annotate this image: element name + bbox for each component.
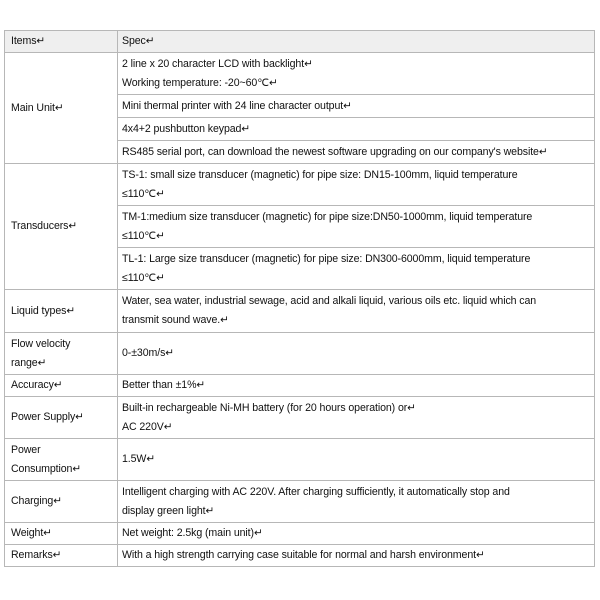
table-row bbox=[5, 164, 595, 206]
spec-line: 2 line x 20 character LCD with backlight↵ bbox=[122, 57, 313, 70]
spec-cell bbox=[118, 523, 595, 545]
table-row bbox=[5, 333, 595, 375]
spec-line: Net weight: 2.5kg (main unit)↵ bbox=[122, 527, 263, 539]
spec-cell bbox=[118, 439, 595, 481]
spec-cell bbox=[118, 290, 595, 333]
row-label-transducers: Transducers↵ bbox=[5, 164, 118, 290]
row-label-liquid-types: Liquid types↵ bbox=[5, 290, 118, 333]
spec-line: display green light↵ bbox=[122, 504, 215, 517]
header-spec: Spec↵ bbox=[118, 31, 595, 53]
spec-cell bbox=[118, 95, 595, 118]
spec-cell bbox=[118, 545, 595, 567]
spec-line: Better than ±1%↵ bbox=[122, 379, 206, 391]
row-label-charging: Charging↵ bbox=[5, 481, 118, 523]
spec-line: transmit sound wave.↵ bbox=[122, 314, 229, 326]
spec-line: ≤110℃↵ bbox=[122, 187, 165, 200]
spec-line: With a high strength carrying case suitable for normal and harsh environment↵ bbox=[122, 549, 485, 561]
spec-line: Built-in rechargeable Ni-MH battery (for 20 hours operation) or↵ bbox=[122, 401, 416, 414]
row-label-remarks: Remarks↵ bbox=[5, 545, 118, 567]
label-line: Power bbox=[11, 443, 41, 456]
spec-line: 0-±30m/s↵ bbox=[122, 347, 175, 359]
table-row bbox=[5, 439, 595, 481]
table-row bbox=[5, 523, 595, 545]
table-row bbox=[5, 481, 595, 523]
row-label-power-supply: Power Supply↵ bbox=[5, 397, 118, 439]
header-items: Items↵ bbox=[5, 31, 118, 53]
label-line: Flow velocity bbox=[11, 337, 71, 350]
row-label-main-unit: Main Unit↵ bbox=[5, 53, 118, 164]
spec-line: Working temperature: -20~60℃↵ bbox=[122, 76, 278, 89]
spec-line: Water, sea water, industrial sewage, acid and alkali liquid, various oils etc. liquid which can bbox=[122, 295, 537, 307]
spec-table-wrapper bbox=[4, 30, 594, 567]
label-line: range↵ bbox=[11, 356, 47, 369]
spec-line: TS-1: small size transducer (magnetic) for pipe size: DN15-100mm, liquid temperature bbox=[122, 168, 518, 181]
spec-line: RS485 serial port, can download the newest software upgrading on our company's website↵ bbox=[122, 145, 548, 158]
table-row bbox=[5, 397, 595, 439]
spec-line: TL-1: Large size transducer (magnetic) for pipe size: DN300-6000mm, liquid temperature bbox=[122, 252, 531, 265]
spec-line: AC 220V↵ bbox=[122, 420, 173, 433]
spec-line: 4x4+2 pushbutton keypad↵ bbox=[122, 122, 251, 135]
table-row bbox=[5, 375, 595, 397]
table-header-row bbox=[5, 31, 595, 53]
spec-cell bbox=[118, 333, 595, 375]
label-line: Consumption↵ bbox=[11, 462, 82, 475]
row-label-accuracy: Accuracy↵ bbox=[5, 375, 118, 397]
spec-cell bbox=[118, 141, 595, 164]
row-label-power-consumption bbox=[5, 439, 118, 481]
spec-cell bbox=[118, 206, 595, 248]
spec-cell bbox=[118, 375, 595, 397]
spec-cell bbox=[118, 481, 595, 523]
row-label-weight: Weight↵ bbox=[5, 523, 118, 545]
spec-cell bbox=[118, 164, 595, 206]
spec-line: ≤110℃↵ bbox=[122, 229, 165, 242]
spec-line: TM-1:medium size transducer (magnetic) for pipe size:DN50-1000mm, liquid temperature bbox=[122, 210, 533, 223]
spec-line: 1.5W↵ bbox=[122, 453, 156, 465]
spec-line: ≤110℃↵ bbox=[122, 271, 165, 284]
spec-cell bbox=[118, 118, 595, 141]
spec-cell bbox=[118, 53, 595, 95]
spec-line: Intelligent charging with AC 220V. After charging sufficiently, it automatically stop and bbox=[122, 485, 510, 498]
row-label-flow-velocity bbox=[5, 333, 118, 375]
spec-cell bbox=[118, 397, 595, 439]
spec-table bbox=[4, 30, 595, 567]
table-row bbox=[5, 53, 595, 95]
spec-line: Mini thermal printer with 24 line character output↵ bbox=[122, 99, 352, 112]
table-row bbox=[5, 290, 595, 333]
spec-cell bbox=[118, 248, 595, 290]
table-row bbox=[5, 545, 595, 567]
